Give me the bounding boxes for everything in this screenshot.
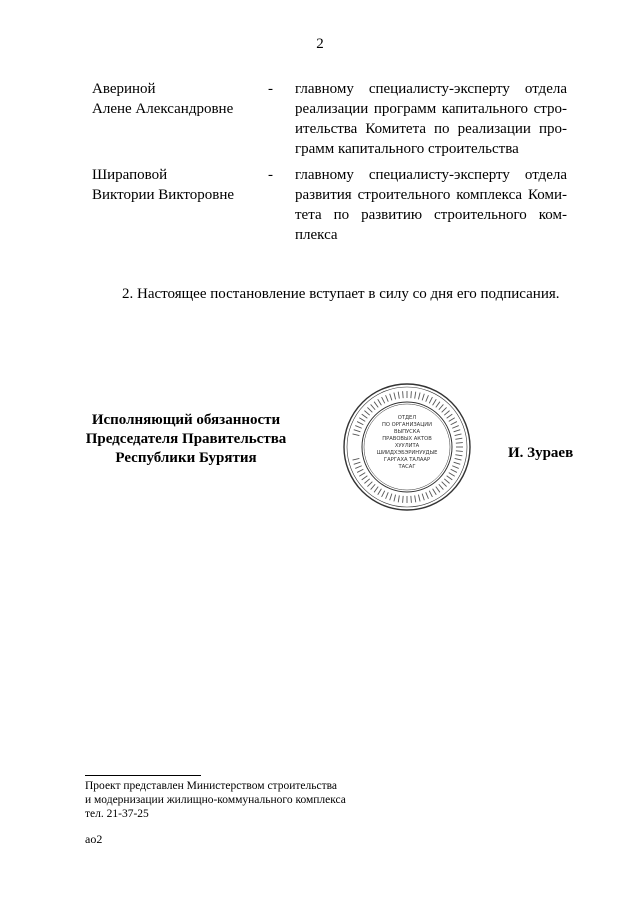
svg-text:ТАСАГ: ТАСАГ <box>398 464 416 470</box>
svg-text:ПО ОРГАНИЗАЦИИ: ПО ОРГАНИЗАЦИИ <box>381 422 433 428</box>
position-line: развития строительного комплекса Коми- <box>295 187 567 203</box>
appointee-name-1 <box>92 79 262 119</box>
position-line: грамм капитального строительства <box>295 141 519 157</box>
position-line: тета по развитию строительного ком- <box>295 207 567 223</box>
clause-2: 2. Настоящее постановление вступает в силу со дня его подписания. <box>122 286 560 302</box>
position-line: главному специалисту-эксперту отдела <box>295 167 567 183</box>
official-seal-stamp <box>341 381 473 513</box>
svg-text:ГАРГАХА ТАЛААР: ГАРГАХА ТАЛААР <box>383 457 431 463</box>
svg-text:ХУУЛИТА: ХУУЛИТА <box>394 443 420 449</box>
footer-note <box>85 779 346 821</box>
svg-text:ОТДЕЛ: ОТДЕЛ <box>397 415 417 421</box>
position-line: реализации программ капитального стро- <box>295 101 567 117</box>
footer-rule <box>85 775 201 776</box>
svg-text:ШИИДХЭБЭРИНУУДЫЕ: ШИИДХЭБЭРИНУУДЫЕ <box>376 450 438 456</box>
appointee-position-2 <box>295 165 567 245</box>
document-ref: ао2 <box>85 832 103 846</box>
appointee-name-2 <box>92 165 262 205</box>
position-line: Республики Бурятия <box>115 450 257 466</box>
footer-line: тел. 21-37-25 <box>85 808 149 820</box>
name-line: Авериной <box>92 81 156 97</box>
signatory-position <box>76 411 296 468</box>
page-number: 2 <box>316 36 324 52</box>
dash: - <box>268 81 273 97</box>
name-line: Шираповой <box>92 167 168 183</box>
footer-line: и модернизации жилищно-коммунального комплекса <box>85 794 346 806</box>
name-line: Алене Александровне <box>92 101 234 117</box>
position-line: ительства Комитета по реализации про- <box>295 121 567 137</box>
position-line: главному специалисту-эксперту отдела <box>295 81 567 97</box>
appointee-position-1 <box>295 79 567 159</box>
position-line: Исполняющий обязанности <box>91 412 281 428</box>
position-line: Председателя Правительства <box>85 431 287 447</box>
position-line: плекса <box>295 227 338 243</box>
svg-text:ПРАВОВЫХ АКТОВ: ПРАВОВЫХ АКТОВ <box>382 436 432 442</box>
name-line: Виктории Викторовне <box>92 187 235 203</box>
signer-name: И. Зураев <box>508 445 574 461</box>
dash: - <box>268 167 273 183</box>
svg-text:ВЫПУСКА: ВЫПУСКА <box>393 429 421 435</box>
footer-line: Проект представлен Министерством строительства <box>85 780 338 792</box>
